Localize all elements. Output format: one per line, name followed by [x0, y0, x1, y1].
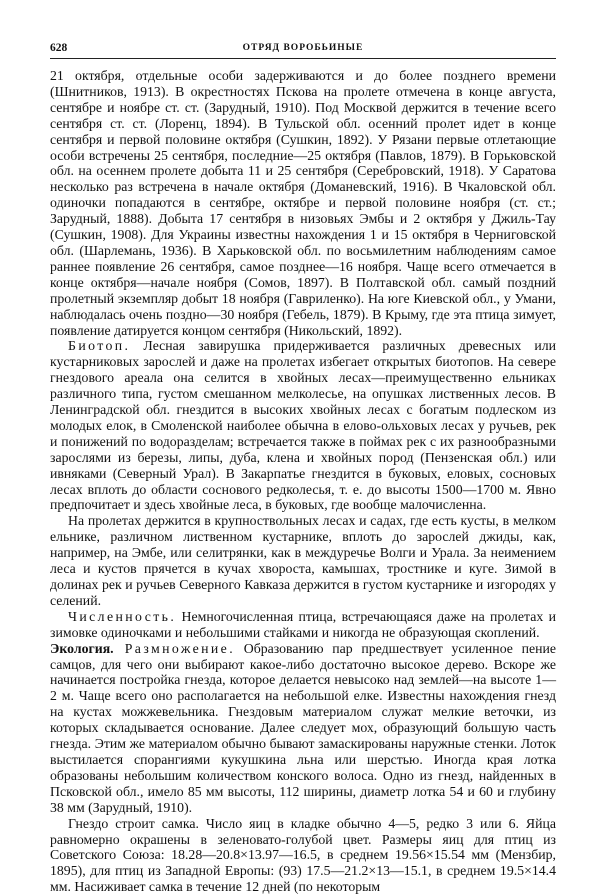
- running-title: ОТРЯД ВОРОБЬИНЫЕ: [242, 43, 364, 53]
- section-heading-ecology: Экология.: [50, 640, 114, 656]
- paragraph-eggs: [50, 816, 556, 895]
- paragraph-text: Гнездо строит самка. Число яиц в кладке обычно 4—5, редко 3 или 6. Яйца равномерно окрашены в зеленовато-голубой цвет. Размеры яиц для птиц из Советского Союза: 18.28—20.8×13.97—16.5, в среднем 19.56×15.54 мм (Мензбир, 1895), для птиц из Западной Европы: (93) 17.5—21.2×13—15.1, в среднем 19.5×14.4 мм. Насиживает самка в течение 12 дней (по некоторым: [50, 815, 556, 895]
- body-text: [50, 68, 556, 895]
- subsection-heading-breeding: Размножение.: [113, 640, 236, 656]
- section-heading-biotope: Биотоп.: [68, 338, 131, 354]
- paragraph-text: Образованию пар предшествует усиленное пение самцов, для чего они выбирают какое-либо достаточно высокое дерево. Вскоре же начинается постройка гнезда, которое делается невысоко над землей—на высоте 1—2 м. Чаще всего оно располагается на небольшой елке. Известны нахождения гнезд на кустах можжевельника. Гнездовым материалом служат мелкие веточки, из которых складывается основание. Далее следует мох, образующий большую часть гнезда. Этим же материалом обычно бывают замаскированы наружные стенки. Лоток выстилается спорангиями кукушкина льна или шерстью. Иногда края лотка образованы небольшим количеством конского волоса. Одно из гнезд, найденных в Псковской обл., имело 85 мм высоты, 112 ширины, диаметр лотка 54 и 60 и глубину 38 мм (Зарудный, 1910).: [50, 640, 556, 815]
- paragraph-migration-habitat: [50, 513, 556, 608]
- paragraph-text: Лесная завирушка придерживается различных древесных или кустарниковых зарослей и даже на пролетах избегает открытых биотопов. На севере гнездового ареала она селится в хвойных лесах—преимущественно ельниках различного типа, густом смешанном мелколесье, на опушках лиственных лесов. В Ленинградской обл. гнездится в высоких хвойных лесах с богатым подлеском из молодых елок, в Смоленской наиболее обычна в елово-ольховых лесах у ручьев, рек и понижений по водоразделам; встречается также в поймах рек с их разнообразными зарослями из березы, липы, дуба, клена и хвойных пород (Пензенская обл.) или ивняками (Северный Урал). В Закарпатье гнездится в буковых, еловых, сосновых лесах вплоть до области соснового редколесья, т. е. до высоты 1500—1700 м. Явно предпочитает и здесь хвойные леса, в буковых, где вообще малочисленна.: [50, 338, 556, 513]
- paragraph-migration-dates: [50, 68, 556, 338]
- paragraph-text: 21 октября, отдельные особи задерживаются и до более позднего времени (Шнитников, 1913). В окрестностях Пскова на пролете отмечена в конце августа, сентябре и ноябре ст. ст. (Зарудный, 1910). Под Москвой держится в течение всего сентября ст. ст. (Лоренц, 1894). В Тульской обл. осенний пролет идет в конце сентября и первой половине октября (Сушкин, 1892). У Рязани первые отлетающие особи встречены 25 сентября, последние—25 октября (Павлов, 1879). В Горьковской обл. на осеннем пролете добыта 11 и 25 сентября (Серебровский, 1918). У Саратова несколько раз встречена в начале октября (Доманевский, 1916). В Чкаловской обл. одиночки попадаются в сентябре, октябре и первой половине ноября (ст. ст.; Зарудный, 1888). Добыта 17 сентября в низовьях Эмбы и 2 октября у Джиль-Тау (Сушкин, 1908). Для Украины известны нахождения 1 и 15 октября в Черниговской обл. (Шарлемань, 1936). В Харьковской обл. по восьмилетним наблюдениям самое раннее появление 26 сентября, самое позднее—16 ноября. Чаще всего отмечается в конце октября—начале ноября (Сомов, 1897). В Полтавской обл. самый поздний пролетный экземпляр добыт 18 ноября (Гавриленко). На юге Киевской обл., у Умани, наблюдалась очень поздно—30 ноября (Гебель, 1879). В Крыму, где эта птица зимует, появление датируется концом сентября (Никольский, 1892).: [50, 68, 556, 338]
- page-header: [50, 42, 556, 59]
- page-number: 628: [50, 42, 68, 54]
- paragraph-text: На пролетах держится в крупноствольных лесах и садах, где есть кусты, в мелком ельнике, различном лиственном кустарнике, вплоть до зарослей джиды, как, например, на Эмбе, или селитрянки, как в междуречье Волги и Урала. За неимением леса и кустов прячется в кучах хвороста, камышах, тростнике и куге. Зимой в долинах рек и ручьев Северного Кавказа держится в густом кустарнике и изгородях у селений.: [50, 513, 556, 608]
- paragraph-ecology-breeding: [50, 641, 556, 816]
- paragraph-biotope: [50, 338, 556, 513]
- section-heading-abundance: Численность.: [68, 608, 177, 624]
- paragraph-abundance: [50, 609, 556, 641]
- paragraph-text: Немногочисленная птица, встречающаяся даже на пролетах и зимовке одиночками и небольшими стайками и никогда не образующая скоплений.: [50, 608, 556, 640]
